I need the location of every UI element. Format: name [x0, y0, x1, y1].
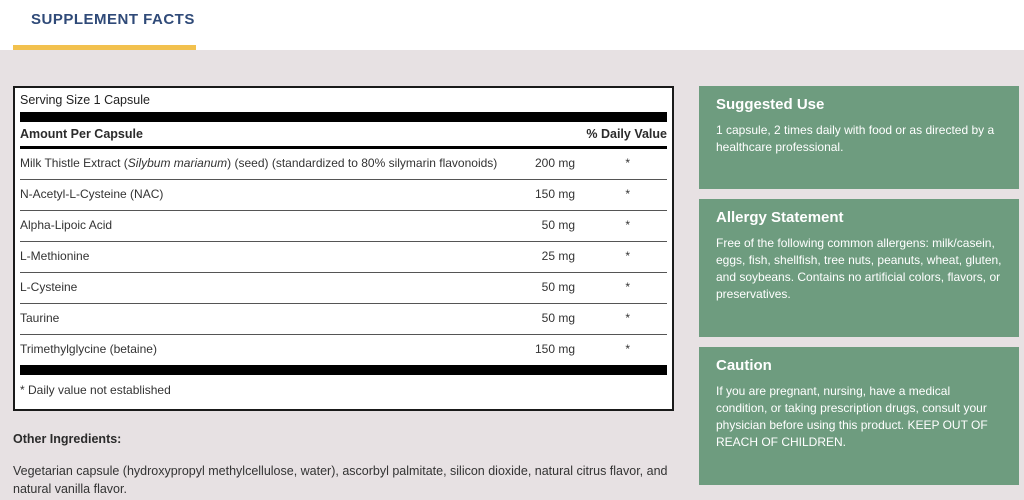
ingredient-name: Taurine [20, 311, 60, 325]
ingredient-name: L-Methionine [20, 249, 90, 263]
ingredient-daily-value: * [625, 218, 630, 232]
ingredient-name: N-Acetyl-L-Cysteine (NAC) [20, 187, 164, 201]
table-row [20, 149, 667, 179]
ingredient-daily-value: * [625, 311, 630, 325]
ingredient-amount: 50 mg [541, 218, 575, 232]
top-tab-bar [0, 0, 1024, 50]
allergy-statement-text: Free of the following common allergens: milk/casein, eggs, fish, shellfish, tree nuts, peanuts, wheat, gluten, and soybeans. Contains no artificial colors, flavors, or preservatives. [716, 236, 1002, 301]
allergy-statement-title: Allergy Statement [716, 209, 844, 226]
table-row [20, 303, 667, 334]
table-row [20, 272, 667, 303]
ingredient-name: Trimethylglycine (betaine) [20, 342, 157, 356]
amount-per-capsule-header: Amount Per Capsule [20, 127, 143, 141]
caution-title: Caution [716, 357, 772, 374]
table-row [20, 241, 667, 272]
table-row [20, 179, 667, 210]
table-row [20, 210, 667, 241]
ingredient-amount: 150 mg [534, 342, 575, 356]
suggested-use-title: Suggested Use [716, 96, 825, 113]
ingredient-daily-value: * [625, 249, 630, 263]
other-ingredients-text: Vegetarian capsule (hydroxypropyl methylcellulose, water), ascorbyl palmitate, silicon dioxide, natural citrus flavor, and natural vanilla flavor. [13, 464, 668, 496]
daily-value-header: % Daily Value [586, 127, 667, 141]
suggested-use-card [699, 86, 1019, 189]
daily-value-footnote: * Daily value not established [20, 383, 171, 397]
other-ingredients-title: Other Ingredients: [13, 432, 122, 446]
ingredient-daily-value: * [625, 342, 630, 356]
ingredient-amount: 25 mg [541, 249, 575, 263]
thick-divider-bottom [20, 365, 667, 375]
ingredient-daily-value: * [625, 280, 630, 294]
ingredient-daily-value: * [625, 187, 630, 201]
suggested-use-text: 1 capsule, 2 times daily with food or as directed by a healthcare professional. [716, 123, 995, 154]
supplement-facts-panel [13, 86, 674, 411]
thick-divider [20, 112, 667, 122]
allergy-statement-card [699, 199, 1019, 337]
ingredient-name: L-Cysteine [20, 280, 78, 294]
caution-card [699, 347, 1019, 485]
tab-supplement-facts[interactable] [13, 0, 196, 50]
ingredient-name: Alpha-Lipoic Acid [20, 218, 113, 232]
ingredient-rows [20, 149, 667, 365]
ingredient-amount: 50 mg [541, 311, 575, 325]
ingredient-name: Milk Thistle Extract (Silybum marianum) (seed) (standardized to 80% silymarin flavonoids) [20, 156, 498, 170]
facts-header-row [20, 122, 667, 146]
ingredient-amount: 50 mg [541, 280, 575, 294]
caution-text: If you are pregnant, nursing, have a medical condition, or taking prescription drugs, consult your physician before using this product. KEEP OUT OF REACH OF CHILDREN. [716, 384, 988, 449]
ingredient-amount: 200 mg [534, 156, 575, 170]
tab-supplement-facts-label: SUPPLEMENT FACTS [31, 11, 195, 28]
table-row [20, 334, 667, 365]
serving-size: Serving Size 1 Capsule [20, 93, 150, 107]
ingredient-daily-value: * [625, 156, 630, 170]
ingredient-amount: 150 mg [534, 187, 575, 201]
